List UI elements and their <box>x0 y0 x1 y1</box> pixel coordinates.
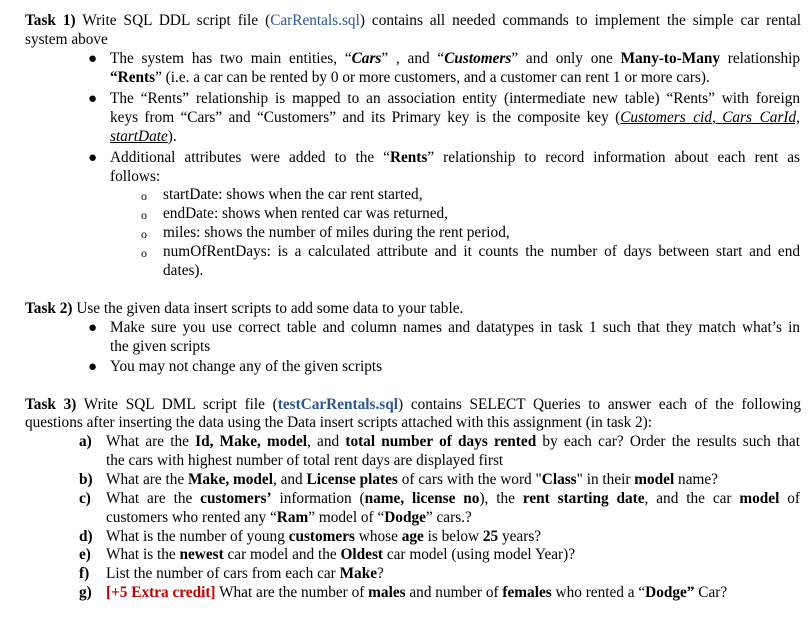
extra-credit-tag: [+5 Extra credit] <box>106 584 216 601</box>
question-label: b) <box>79 471 93 488</box>
task2-intro: Task 2) Use the given data insert scripts to add some data to your table. <box>25 300 464 317</box>
task3-intro-line2: questions after inserting the data using the Data insert scripts attached with this assignment (in task 2): <box>25 414 653 431</box>
bullet-dot: ● <box>88 320 98 336</box>
bullet-dot: ● <box>88 359 98 375</box>
question-g: [+5 Extra credit] What are the number of males and number of females who rented a “Dodge” Car? <box>106 584 728 601</box>
bullet-dot: ● <box>88 91 98 107</box>
task2-heading: Task 2) <box>25 300 73 317</box>
task1-bullet1-line1: The system has two main entities, “Cars” , and “Customers” and only one Many-to-Many relationship <box>110 50 801 67</box>
question-e: What is the newest car model and the Oldest car model (using model Year)? <box>106 546 576 563</box>
task3-intro-line1: Task 3) Write SQL DML script file (testCarRentals.sql) contains SELECT Queries to answer each of the following <box>25 396 801 413</box>
task1-bullet1-line2: “Rents” (i.e. a car can be rented by 0 or more customers, and a customer can rent 1 or more cars). <box>110 69 710 86</box>
task2-bullet1-line2: the given scripts <box>110 338 211 355</box>
question-label: e) <box>79 546 91 563</box>
task1-bullet2-line2: keys from “Cars” and “Customers” and its Primary key is the composite key (Customers_cid, Cars_CarId, <box>110 109 800 126</box>
question-f: List the number of cars from each car Make? <box>106 565 384 582</box>
question-c-line2: customers who rented any “Ram” model of “Dodge” cars.? <box>106 509 472 526</box>
subitem-startdate: startDate: shows when the car rent started, <box>163 186 423 203</box>
task3-file-name: testCarRentals.sql <box>277 396 399 413</box>
question-label: f) <box>79 565 90 582</box>
subitem-numofrentdays-cont: dates). <box>163 262 204 279</box>
sub-bullet-circle: o <box>141 227 147 241</box>
task3-heading: Task 3) <box>25 396 77 413</box>
task1-intro-line1: Task 1) Write SQL DDL script file (CarRentals.sql) contains all needed commands to implement the simple car rental <box>25 12 801 29</box>
sub-bullet-circle: o <box>141 208 147 222</box>
subitem-numofrentdays: numOfRentDays: is a calculated attribute and it counts the number of days between start and end <box>163 243 800 260</box>
subitem-miles: miles: shows the number of miles during the rent period, <box>163 224 510 241</box>
question-label: c) <box>79 490 91 507</box>
bullet-dot: ● <box>88 150 98 166</box>
task1-bullet3-line2: follows: <box>110 168 161 185</box>
question-b: What are the Make, model, and License plates of cars with the word "Class" in their model name? <box>106 471 718 488</box>
task1-bullet3-line1: Additional attributes were added to the “Rents” relationship to record information about each rent as <box>110 149 801 166</box>
task1-file-name: CarRentals.sql <box>270 12 360 29</box>
task1-heading: Task 1) <box>25 12 76 29</box>
question-a-line2: the cars with highest number of total rent days are displayed first <box>106 452 504 469</box>
task2-bullet1-line1: Make sure you use correct table and column names and datatypes in task 1 such that they match what’s in <box>110 319 800 336</box>
task1-bullet2-line1: The “Rents” relationship is mapped to an association entity (intermediate new table) “Rents” with foreign <box>110 90 800 107</box>
question-a-line1: What are the Id, Make, model, and total number of days rented by each car? Order the results such that <box>106 433 800 450</box>
question-c-line1: What are the customers’ information (name, license no), the rent starting date, and the car model of <box>106 490 800 507</box>
question-label: g) <box>79 584 92 601</box>
question-d: What is the number of young customers whose age is below 25 years? <box>106 528 542 545</box>
subitem-enddate: endDate: shows when rented car was returned, <box>163 205 449 222</box>
bullet-dot: ● <box>88 51 98 67</box>
task1-intro-line2: system above <box>25 31 108 48</box>
sub-bullet-circle: o <box>141 189 147 203</box>
question-label: a) <box>79 433 92 450</box>
task1-bullet2-line3: startDate). <box>110 128 177 145</box>
question-label: d) <box>79 528 93 545</box>
task2-bullet2: You may not change any of the given scripts <box>110 358 383 375</box>
sub-bullet-circle: o <box>141 246 147 260</box>
